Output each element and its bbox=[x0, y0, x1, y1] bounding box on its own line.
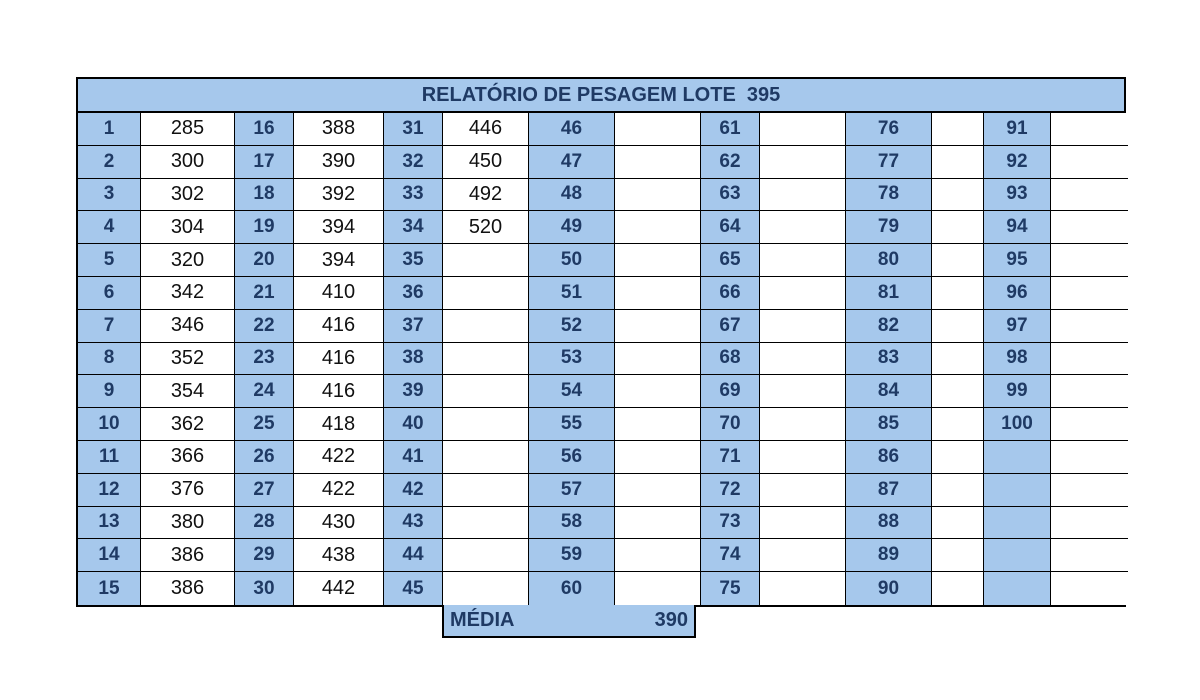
animal-number-41: 41 bbox=[384, 441, 443, 474]
weight-cell-65 bbox=[760, 244, 846, 277]
weight-cell-91 bbox=[1051, 113, 1128, 146]
animal-number-71: 71 bbox=[701, 441, 760, 474]
animal-number-29: 29 bbox=[235, 539, 294, 572]
animal-number-73: 73 bbox=[701, 507, 760, 540]
weight-cell-95 bbox=[1051, 244, 1128, 277]
animal-number-86: 86 bbox=[846, 441, 932, 474]
weight-cell-58 bbox=[615, 507, 701, 540]
animal-number-31: 31 bbox=[384, 113, 443, 146]
weight-cell-3: 302 bbox=[141, 179, 235, 212]
animal-number-43: 43 bbox=[384, 507, 443, 540]
weight-cell-35 bbox=[443, 244, 529, 277]
weight-cell-79 bbox=[932, 211, 984, 244]
weight-cell-86 bbox=[932, 441, 984, 474]
animal-number-45: 45 bbox=[384, 572, 443, 605]
weight-cell-31: 446 bbox=[443, 113, 529, 146]
weight-cell-52 bbox=[615, 310, 701, 343]
animal-number-5: 5 bbox=[78, 244, 141, 277]
animal-number-94: 94 bbox=[984, 211, 1051, 244]
animal-number-63: 63 bbox=[701, 179, 760, 212]
animal-number-58: 58 bbox=[529, 507, 615, 540]
animal-number-17: 17 bbox=[235, 146, 294, 179]
weight-cell-81 bbox=[932, 277, 984, 310]
animal-number-52: 52 bbox=[529, 310, 615, 343]
weight-cell-30: 442 bbox=[294, 572, 384, 605]
animal-number-59: 59 bbox=[529, 539, 615, 572]
animal-number-28: 28 bbox=[235, 507, 294, 540]
animal-number-99: 99 bbox=[984, 375, 1051, 408]
weight-cell-42 bbox=[443, 474, 529, 507]
animal-number-49: 49 bbox=[529, 211, 615, 244]
weight-cell-29: 438 bbox=[294, 539, 384, 572]
weight-cell-empty bbox=[1051, 539, 1128, 572]
weight-cell-40 bbox=[443, 408, 529, 441]
animal-number-92: 92 bbox=[984, 146, 1051, 179]
weight-cell-26: 422 bbox=[294, 441, 384, 474]
weight-cell-80 bbox=[932, 244, 984, 277]
animal-number-18: 18 bbox=[235, 179, 294, 212]
weight-cell-88 bbox=[932, 507, 984, 540]
animal-number-91: 91 bbox=[984, 113, 1051, 146]
weight-cell-27: 422 bbox=[294, 474, 384, 507]
animal-number-40: 40 bbox=[384, 408, 443, 441]
weight-cell-32: 450 bbox=[443, 146, 529, 179]
animal-number-80: 80 bbox=[846, 244, 932, 277]
animal-number-64: 64 bbox=[701, 211, 760, 244]
weight-cell-10: 362 bbox=[141, 408, 235, 441]
weight-cell-93 bbox=[1051, 179, 1128, 212]
weight-cell-2: 300 bbox=[141, 146, 235, 179]
animal-number-16: 16 bbox=[235, 113, 294, 146]
animal-number-79: 79 bbox=[846, 211, 932, 244]
weight-cell-5: 320 bbox=[141, 244, 235, 277]
weight-cell-92 bbox=[1051, 146, 1128, 179]
weight-cell-78 bbox=[932, 179, 984, 212]
weight-cell-61 bbox=[760, 113, 846, 146]
weight-cell-96 bbox=[1051, 277, 1128, 310]
animal-number-3: 3 bbox=[78, 179, 141, 212]
animal-number-empty bbox=[984, 539, 1051, 572]
animal-number-67: 67 bbox=[701, 310, 760, 343]
animal-number-66: 66 bbox=[701, 277, 760, 310]
weight-cell-43 bbox=[443, 507, 529, 540]
animal-number-11: 11 bbox=[78, 441, 141, 474]
animal-number-60: 60 bbox=[529, 572, 615, 605]
weight-cell-66 bbox=[760, 277, 846, 310]
weight-cell-21: 410 bbox=[294, 277, 384, 310]
animal-number-96: 96 bbox=[984, 277, 1051, 310]
animal-number-76: 76 bbox=[846, 113, 932, 146]
animal-number-4: 4 bbox=[78, 211, 141, 244]
animal-number-22: 22 bbox=[235, 310, 294, 343]
animal-number-48: 48 bbox=[529, 179, 615, 212]
weight-cell-100 bbox=[1051, 408, 1128, 441]
animal-number-82: 82 bbox=[846, 310, 932, 343]
animal-number-70: 70 bbox=[701, 408, 760, 441]
weight-cell-46 bbox=[615, 113, 701, 146]
weight-cell-15: 386 bbox=[141, 572, 235, 605]
animal-number-8: 8 bbox=[78, 343, 141, 376]
animal-number-57: 57 bbox=[529, 474, 615, 507]
weight-cell-84 bbox=[932, 375, 984, 408]
animal-number-empty bbox=[984, 441, 1051, 474]
animal-number-75: 75 bbox=[701, 572, 760, 605]
weight-cell-12: 376 bbox=[141, 474, 235, 507]
animal-number-24: 24 bbox=[235, 375, 294, 408]
average-label: MÉDIA bbox=[450, 609, 515, 631]
weight-cell-89 bbox=[932, 539, 984, 572]
animal-number-1: 1 bbox=[78, 113, 141, 146]
weight-cell-50 bbox=[615, 244, 701, 277]
animal-number-36: 36 bbox=[384, 277, 443, 310]
animal-number-89: 89 bbox=[846, 539, 932, 572]
animal-number-42: 42 bbox=[384, 474, 443, 507]
animal-number-85: 85 bbox=[846, 408, 932, 441]
weight-cell-8: 352 bbox=[141, 343, 235, 376]
animal-number-9: 9 bbox=[78, 375, 141, 408]
animal-number-15: 15 bbox=[78, 572, 141, 605]
animal-number-33: 33 bbox=[384, 179, 443, 212]
weight-cell-62 bbox=[760, 146, 846, 179]
animal-number-97: 97 bbox=[984, 310, 1051, 343]
weight-cell-85 bbox=[932, 408, 984, 441]
weight-cell-22: 416 bbox=[294, 310, 384, 343]
animal-number-34: 34 bbox=[384, 211, 443, 244]
animal-number-empty bbox=[984, 507, 1051, 540]
animal-number-38: 38 bbox=[384, 343, 443, 376]
weight-cell-67 bbox=[760, 310, 846, 343]
animal-number-78: 78 bbox=[846, 179, 932, 212]
weight-cell-76 bbox=[932, 113, 984, 146]
animal-number-39: 39 bbox=[384, 375, 443, 408]
weight-cell-83 bbox=[932, 343, 984, 376]
animal-number-37: 37 bbox=[384, 310, 443, 343]
animal-number-10: 10 bbox=[78, 408, 141, 441]
weighing-report-table bbox=[76, 77, 1126, 607]
weight-cell-97 bbox=[1051, 310, 1128, 343]
weights-grid bbox=[78, 113, 1124, 605]
weight-cell-33: 492 bbox=[443, 179, 529, 212]
weight-cell-empty bbox=[1051, 507, 1128, 540]
weight-cell-82 bbox=[932, 310, 984, 343]
weight-cell-77 bbox=[932, 146, 984, 179]
animal-number-69: 69 bbox=[701, 375, 760, 408]
animal-number-55: 55 bbox=[529, 408, 615, 441]
animal-number-100: 100 bbox=[984, 408, 1051, 441]
weight-cell-87 bbox=[932, 474, 984, 507]
animal-number-35: 35 bbox=[384, 244, 443, 277]
weight-cell-empty bbox=[1051, 572, 1128, 605]
weight-cell-57 bbox=[615, 474, 701, 507]
weight-cell-49 bbox=[615, 211, 701, 244]
animal-number-13: 13 bbox=[78, 507, 141, 540]
animal-number-44: 44 bbox=[384, 539, 443, 572]
weight-cell-47 bbox=[615, 146, 701, 179]
weight-cell-74 bbox=[760, 539, 846, 572]
animal-number-88: 88 bbox=[846, 507, 932, 540]
average-row bbox=[442, 605, 696, 638]
weight-cell-41 bbox=[443, 441, 529, 474]
weight-cell-69 bbox=[760, 375, 846, 408]
weight-cell-59 bbox=[615, 539, 701, 572]
animal-number-14: 14 bbox=[78, 539, 141, 572]
animal-number-81: 81 bbox=[846, 277, 932, 310]
animal-number-2: 2 bbox=[78, 146, 141, 179]
animal-number-19: 19 bbox=[235, 211, 294, 244]
weight-cell-14: 386 bbox=[141, 539, 235, 572]
weight-cell-99 bbox=[1051, 375, 1128, 408]
weight-cell-34: 520 bbox=[443, 211, 529, 244]
animal-number-72: 72 bbox=[701, 474, 760, 507]
weight-cell-empty bbox=[1051, 441, 1128, 474]
animal-number-23: 23 bbox=[235, 343, 294, 376]
weight-cell-53 bbox=[615, 343, 701, 376]
animal-number-32: 32 bbox=[384, 146, 443, 179]
weight-cell-98 bbox=[1051, 343, 1128, 376]
animal-number-20: 20 bbox=[235, 244, 294, 277]
animal-number-12: 12 bbox=[78, 474, 141, 507]
weight-cell-empty bbox=[1051, 474, 1128, 507]
weight-cell-94 bbox=[1051, 211, 1128, 244]
animal-number-50: 50 bbox=[529, 244, 615, 277]
animal-number-98: 98 bbox=[984, 343, 1051, 376]
animal-number-83: 83 bbox=[846, 343, 932, 376]
weight-cell-11: 366 bbox=[141, 441, 235, 474]
animal-number-84: 84 bbox=[846, 375, 932, 408]
animal-number-93: 93 bbox=[984, 179, 1051, 212]
weight-cell-90 bbox=[932, 572, 984, 605]
weight-cell-72 bbox=[760, 474, 846, 507]
animal-number-27: 27 bbox=[235, 474, 294, 507]
weight-cell-7: 346 bbox=[141, 310, 235, 343]
animal-number-25: 25 bbox=[235, 408, 294, 441]
weight-cell-13: 380 bbox=[141, 507, 235, 540]
animal-number-53: 53 bbox=[529, 343, 615, 376]
weight-cell-39 bbox=[443, 375, 529, 408]
animal-number-90: 90 bbox=[846, 572, 932, 605]
weight-cell-6: 342 bbox=[141, 277, 235, 310]
weight-cell-64 bbox=[760, 211, 846, 244]
animal-number-empty bbox=[984, 572, 1051, 605]
weight-cell-60 bbox=[615, 572, 701, 605]
weight-cell-48 bbox=[615, 179, 701, 212]
weight-cell-55 bbox=[615, 408, 701, 441]
animal-number-30: 30 bbox=[235, 572, 294, 605]
weight-cell-70 bbox=[760, 408, 846, 441]
weight-cell-19: 394 bbox=[294, 211, 384, 244]
weight-cell-28: 430 bbox=[294, 507, 384, 540]
weight-cell-75 bbox=[760, 572, 846, 605]
weight-cell-9: 354 bbox=[141, 375, 235, 408]
animal-number-77: 77 bbox=[846, 146, 932, 179]
weight-cell-38 bbox=[443, 343, 529, 376]
animal-number-61: 61 bbox=[701, 113, 760, 146]
weight-cell-4: 304 bbox=[141, 211, 235, 244]
animal-number-68: 68 bbox=[701, 343, 760, 376]
weight-cell-36 bbox=[443, 277, 529, 310]
weight-cell-56 bbox=[615, 441, 701, 474]
animal-number-6: 6 bbox=[78, 277, 141, 310]
animal-number-7: 7 bbox=[78, 310, 141, 343]
weight-cell-18: 392 bbox=[294, 179, 384, 212]
weight-cell-63 bbox=[760, 179, 846, 212]
animal-number-47: 47 bbox=[529, 146, 615, 179]
animal-number-56: 56 bbox=[529, 441, 615, 474]
weight-cell-71 bbox=[760, 441, 846, 474]
animal-number-21: 21 bbox=[235, 277, 294, 310]
weight-cell-37 bbox=[443, 310, 529, 343]
animal-number-62: 62 bbox=[701, 146, 760, 179]
weight-cell-73 bbox=[760, 507, 846, 540]
animal-number-65: 65 bbox=[701, 244, 760, 277]
report-title: RELATÓRIO DE PESAGEM LOTE 395 bbox=[78, 79, 1124, 113]
weight-cell-1: 285 bbox=[141, 113, 235, 146]
weight-cell-17: 390 bbox=[294, 146, 384, 179]
weight-cell-51 bbox=[615, 277, 701, 310]
animal-number-74: 74 bbox=[701, 539, 760, 572]
weight-cell-16: 388 bbox=[294, 113, 384, 146]
animal-number-empty bbox=[984, 474, 1051, 507]
animal-number-95: 95 bbox=[984, 244, 1051, 277]
animal-number-26: 26 bbox=[235, 441, 294, 474]
animal-number-51: 51 bbox=[529, 277, 615, 310]
animal-number-46: 46 bbox=[529, 113, 615, 146]
weight-cell-23: 416 bbox=[294, 343, 384, 376]
average-value: 390 bbox=[654, 609, 688, 631]
animal-number-54: 54 bbox=[529, 375, 615, 408]
animal-number-87: 87 bbox=[846, 474, 932, 507]
weight-cell-54 bbox=[615, 375, 701, 408]
weight-cell-68 bbox=[760, 343, 846, 376]
weight-cell-20: 394 bbox=[294, 244, 384, 277]
weight-cell-45 bbox=[443, 572, 529, 605]
weight-cell-25: 418 bbox=[294, 408, 384, 441]
weight-cell-24: 416 bbox=[294, 375, 384, 408]
weight-cell-44 bbox=[443, 539, 529, 572]
